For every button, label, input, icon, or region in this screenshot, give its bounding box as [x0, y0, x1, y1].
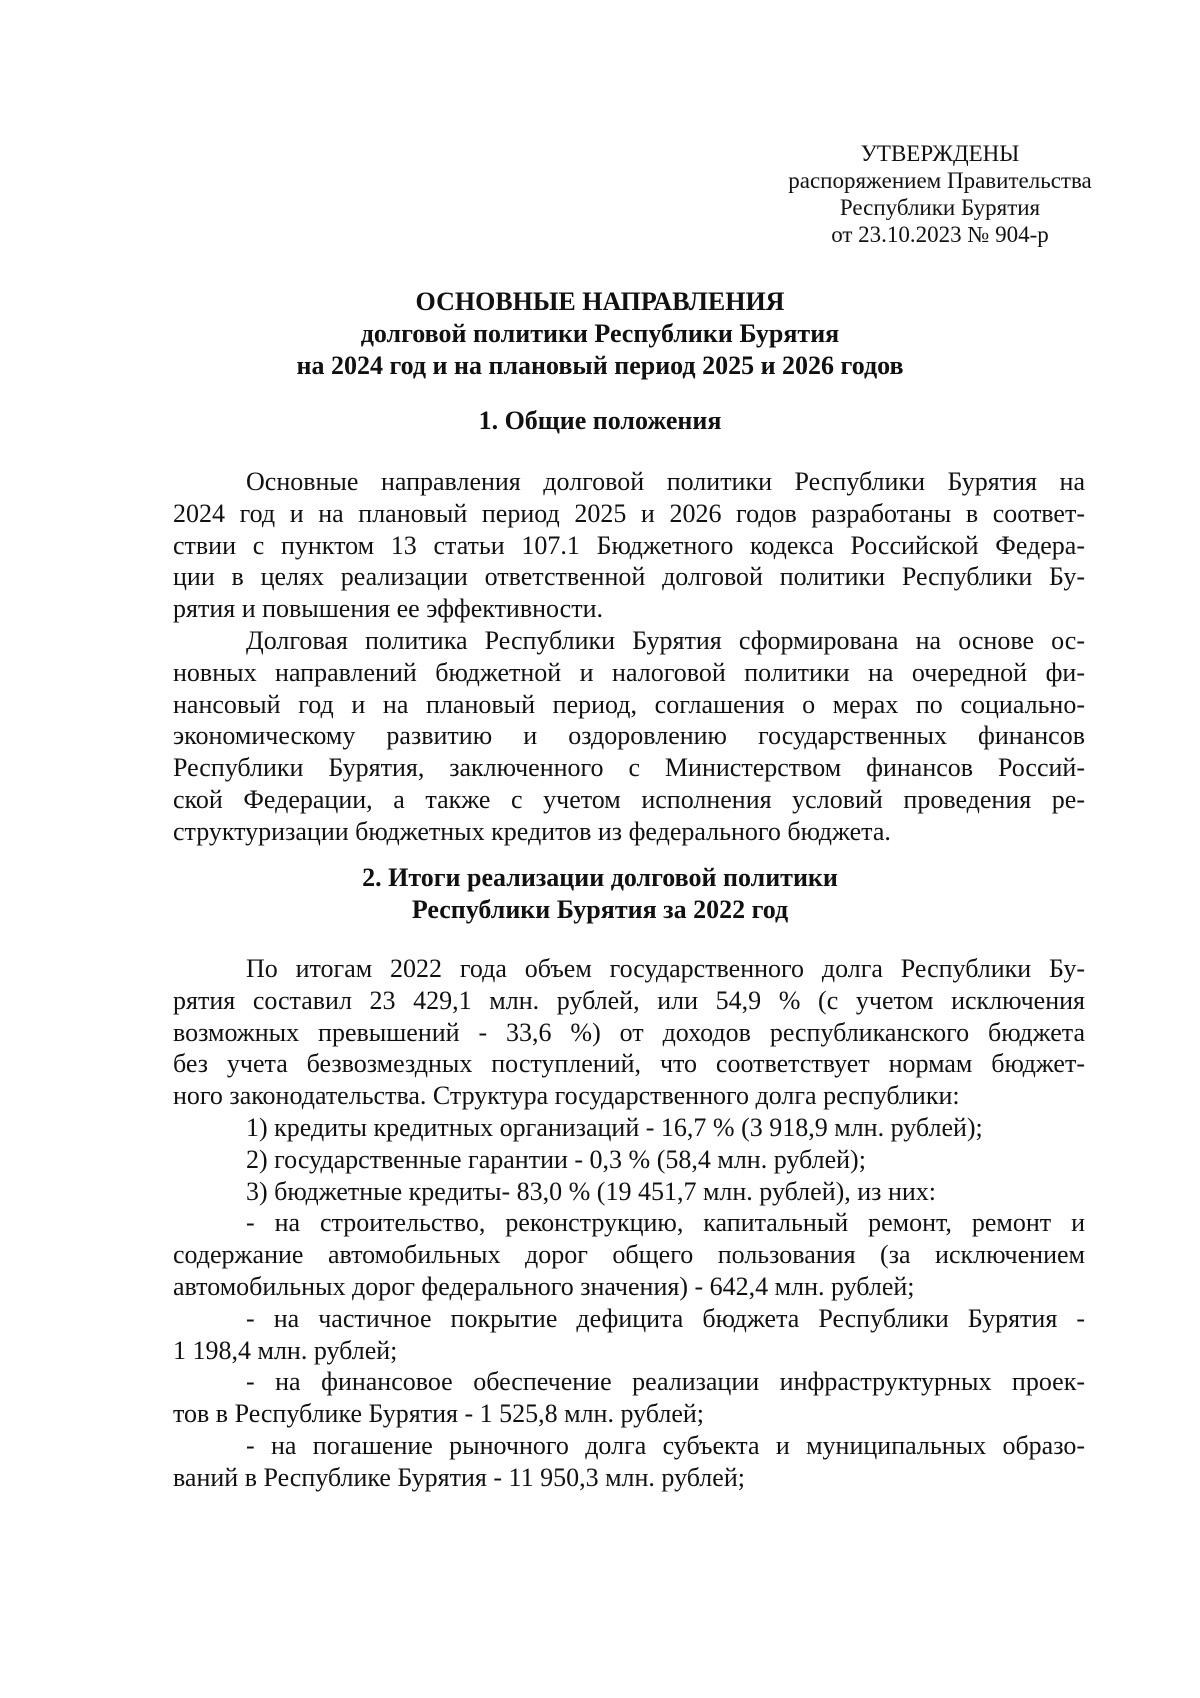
paragraph-line: экономическому развитию и оздоровлению государственных финансов — [173, 721, 1085, 751]
paragraph-line: ствии с пунктом 13 статьи 107.1 Бюджетного кодекса Российской Федера- — [173, 530, 1085, 560]
paragraph-line: Долговая политика Республики Бурятия сформирована на основе ос- — [246, 626, 1085, 655]
sub-item-line: 1 198,4 млн. рублей; — [173, 1335, 398, 1365]
title-line-3: на 2024 год и на плановый период 2025 и 2026 годов — [296, 351, 904, 380]
paragraph-line: По итогам 2022 года объем государственного долга Республики Бу- — [246, 954, 1085, 983]
paragraph-line: ской Федерации, а также с учетом исполнения условий проведения ре- — [173, 784, 1085, 814]
section-1-paragraph-2 — [173, 625, 1085, 848]
approval-line-3: Республики Бурятия — [839, 195, 1041, 220]
paragraph-line: структуризации бюджетных кредитов из федерального бюджета. — [173, 816, 891, 846]
paragraph-line: рятия составил 23 429,1 млн. рублей, или 54,9 % (с учетом исключения — [173, 985, 1085, 1015]
paragraph-line: возможных превышений - 33,6 %) от доходов республиканского бюджета — [173, 1017, 1085, 1047]
paragraph-line: нансовый год и на плановый период, соглашения о мерах по социально- — [173, 689, 1085, 719]
section-2-heading-line-1: 2. Итоги реализации долговой политики — [362, 863, 838, 892]
sub-item-line: - на строительство, реконструкцию, капитальный ремонт, ремонт и — [246, 1208, 1085, 1238]
sub-item-line: - на погашение рыночного долга субъекта и муниципальных образо- — [246, 1430, 1085, 1460]
section-2-heading-line-2: Республики Бурятия за 2022 год — [411, 895, 789, 924]
section-1-heading-text: 1. Общие положения — [478, 406, 722, 435]
paragraph-line: без учета безвозмездных поступлений, что соответствует нормам бюджет- — [173, 1049, 1085, 1079]
list-item: 3) бюджетные кредиты- 83,0 % (19 451,7 млн. рублей), из них: — [246, 1176, 937, 1206]
paragraph-line: новных направлений бюджетной и налоговой политики на очередной фи- — [173, 657, 1085, 687]
paragraph-line: рятия и повышения ее эффективности. — [173, 594, 604, 624]
title-line-1: ОСНОВНЫЕ НАПРАВЛЕНИЯ — [415, 287, 785, 316]
approval-line-2: распоряжением Правительства — [788, 168, 1092, 193]
title-line-2: долговой политики Республики Бурятия — [360, 319, 840, 348]
approval-line-1: УТВЕРЖДЕНЫ — [860, 141, 1020, 166]
sub-item-line: - на финансовое обеспечение реализации инфраструктурных проек- — [246, 1367, 1085, 1397]
section-2-body — [173, 953, 1085, 1494]
list-item: 1) кредиты кредитных организаций - 16,7 % (3 918,9 млн. рублей); — [246, 1112, 983, 1142]
section-2-heading — [0, 862, 1200, 926]
paragraph-line: 2024 год и на плановый период 2025 и 2026 годов разработаны в соответ- — [173, 498, 1085, 528]
paragraph-line: ного законодательства. Структура государственного долга республики: — [173, 1081, 960, 1111]
paragraph-line: Республики Бурятия, заключенного с Министерством финансов Россий- — [173, 753, 1085, 783]
sub-item-line: ваний в Республике Бурятия - 11 950,3 млн. рублей; — [173, 1462, 745, 1492]
list-item: 2) государственные гарантии - 0,3 % (58,4 млн. рублей); — [246, 1144, 866, 1174]
section-1-paragraph-1 — [173, 466, 1085, 625]
paragraph-line: Основные направления долговой политики Республики Бурятия на — [246, 467, 1085, 496]
approval-line-4: от 23.10.2023 № 904-р — [831, 222, 1049, 247]
paragraph-line: ции в целях реализации ответственной долговой политики Республики Бу- — [173, 562, 1085, 592]
sub-item-line: тов в Республике Бурятия - 1 525,8 млн. рублей; — [173, 1399, 705, 1429]
document-title — [0, 286, 1200, 382]
sub-item-line: содержание автомобильных дорог общего пользования (за исключением — [173, 1240, 1085, 1270]
sub-item-line: - на частичное покрытие дефицита бюджета Республики Бурятия - — [246, 1303, 1085, 1333]
section-1-heading — [0, 405, 1200, 437]
approval-stamp — [740, 140, 1140, 248]
sub-item-line: автомобильных дорог федерального значения) - 642,4 млн. рублей; — [173, 1271, 915, 1301]
